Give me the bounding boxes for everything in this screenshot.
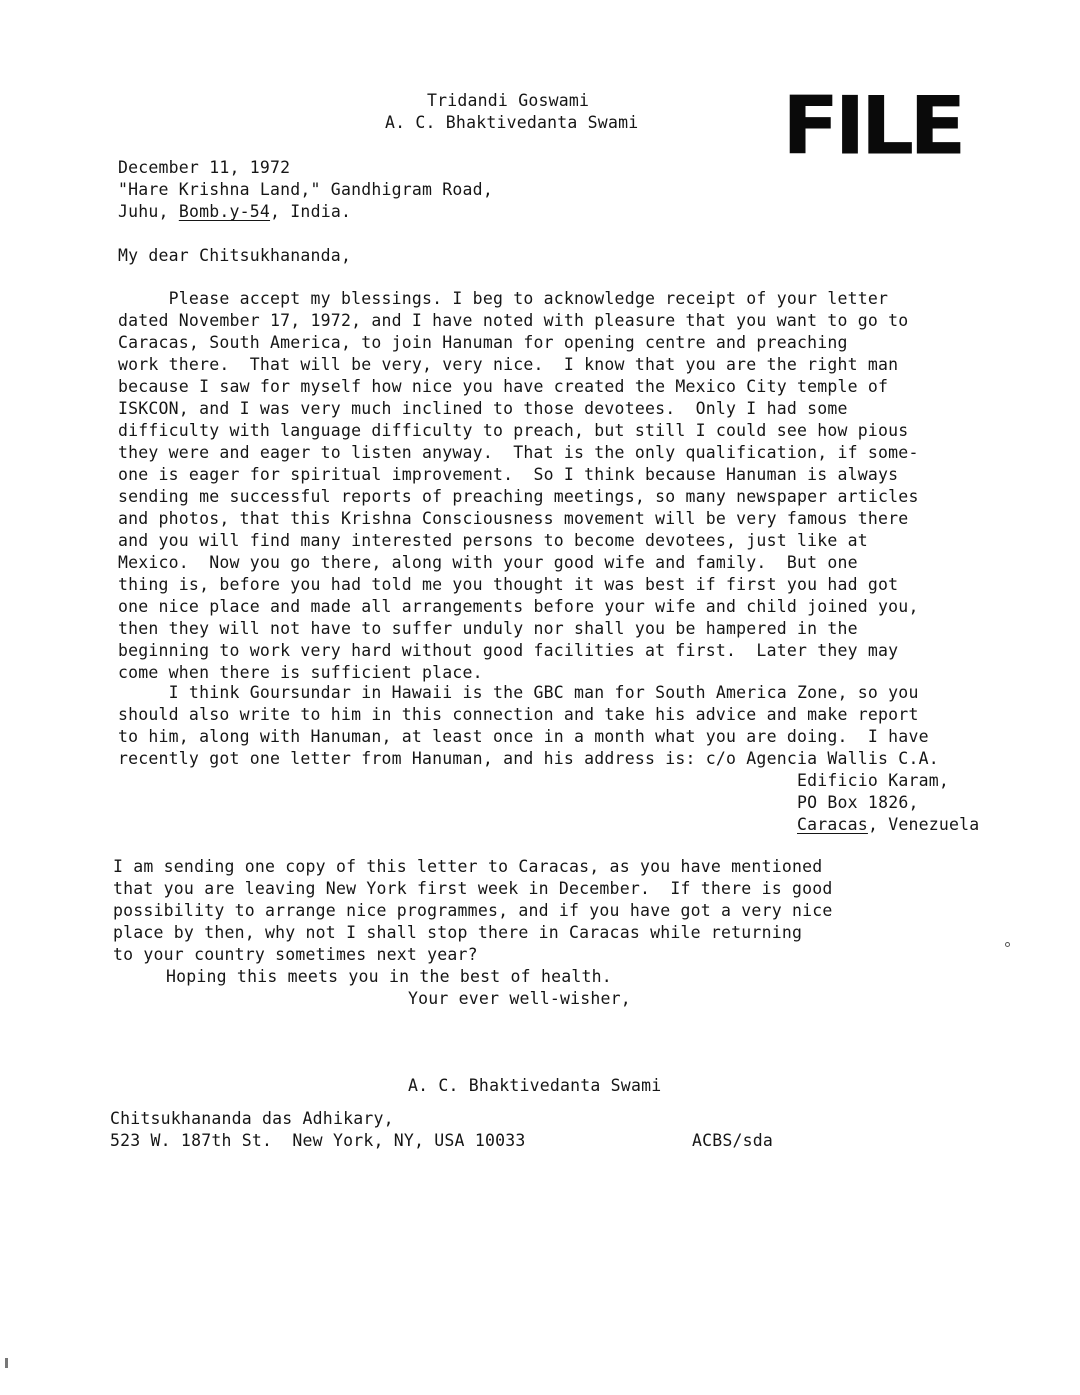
text-line: should also write to him in this connection and take his advice and make report	[118, 705, 919, 724]
file-stamp: FILE	[782, 79, 962, 173]
text-line: sending me successful reports of preaching meetings, so many newspaper articles	[118, 487, 919, 506]
text-line: one is eager for spiritual improvement. So I think because Hanuman is always	[118, 465, 899, 484]
text-line: come when there is sufficient place.	[118, 663, 483, 682]
header-author: A. C. Bhaktivedanta Swami	[385, 113, 639, 132]
address-building: Edificio Karam,	[797, 771, 950, 790]
text-line: that you are leaving New York first week in December. If there is good	[113, 879, 833, 898]
text-line: difficulty with language difficulty to preach, but still I could see how pious	[118, 421, 909, 440]
text-line: dated November 17, 1972, and I have noted with pleasure that you want to go to	[118, 311, 909, 330]
text-line: thing is, before you had told me you thought it was best if first you had got	[118, 575, 899, 594]
reference-initials: ACBS/sda	[692, 1131, 774, 1150]
text-line: to him, along with Hanuman, at least once in a month what you are doing. I have	[118, 727, 929, 746]
closing-hope: Hoping this meets you in the best of health.	[166, 967, 612, 986]
letter-date: December 11, 1972	[118, 158, 291, 177]
recipient-name: Chitsukhananda das Adhikary,	[110, 1109, 394, 1128]
text-line: I am sending one copy of this letter to Caracas, as you have mentioned	[113, 857, 823, 876]
salutation: My dear Chitsukhananda,	[118, 246, 352, 265]
header-title: Tridandi Goswami	[427, 91, 590, 110]
address-po-box: PO Box 1826,	[797, 793, 919, 812]
text-line: possibility to arrange nice programmes, and if you have got a very nice	[113, 901, 833, 920]
address-country: , India.	[270, 202, 352, 221]
text-line: they were and eager to listen anyway. That is the only qualification, if some-	[118, 443, 919, 462]
signature-name: A. C. Bhaktivedanta Swami	[408, 1076, 662, 1095]
text-line: place by then, why not I shall stop there in Caracas while returning	[113, 923, 803, 942]
sender-address-line2	[118, 201, 351, 223]
sender-address-line1: "Hare Krishna Land," Gandhigram Road,	[118, 180, 493, 199]
text-line: beginning to work very hard without good facilities at first. Later they may	[118, 641, 899, 660]
address-city-caracas: Caracas	[797, 815, 868, 834]
address-city: Bomb.y-54	[178, 202, 271, 221]
text-line: Caracas, South America, to join Hanuman for opening centre and preaching	[118, 333, 848, 352]
text-line: because I saw for myself how nice you have created the Mexico City temple of	[118, 377, 889, 396]
scan-speck	[5, 1358, 8, 1368]
address-city-country	[797, 814, 979, 836]
text-line: and photos, that this Krishna Consciousness movement will be very famous there	[118, 509, 909, 528]
address-locality: Juhu,	[118, 202, 179, 221]
text-line: one nice place and made all arrangements before your wife and child joined you,	[118, 597, 919, 616]
recipient-address: 523 W. 187th St. New York, NY, USA 10033	[110, 1131, 526, 1150]
text-line: I think Goursundar in Hawaii is the GBC man for South America Zone, so you	[118, 683, 919, 702]
address-country-venezuela: , Venezuela	[867, 815, 980, 834]
text-line: Please accept my blessings. I beg to acknowledge receipt of your letter	[118, 289, 889, 308]
text-line: and you will find many interested persons to become devotees, just like at	[118, 531, 868, 550]
text-line: recently got one letter from Hanuman, and his address is: c/o Agencia Wallis C.A.	[118, 749, 939, 768]
closing-wisher: Your ever well-wisher,	[408, 989, 631, 1008]
text-line: ISKCON, and I was very much inclined to those devotees. Only I had some	[118, 399, 848, 418]
scan-mark	[1005, 942, 1010, 947]
text-line: to your country sometimes next year?	[113, 945, 478, 964]
text-line: then they will not have to suffer unduly nor shall you be hampered in the	[118, 619, 858, 638]
text-line: Mexico. Now you go there, along with your good wife and family. But one	[118, 553, 858, 572]
text-line: work there. That will be very, very nice. I know that you are the right man	[118, 355, 899, 374]
